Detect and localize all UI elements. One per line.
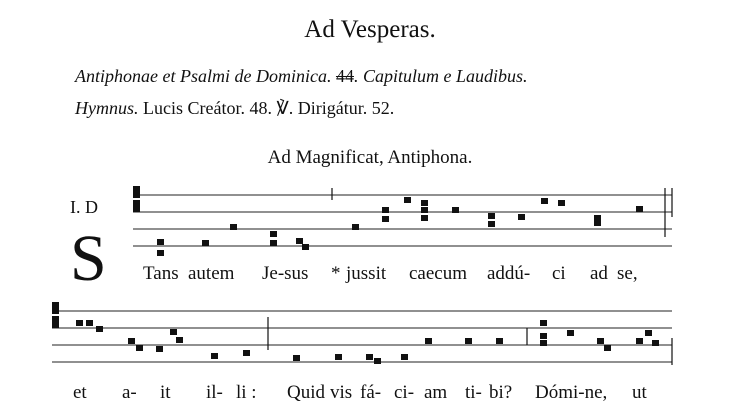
lyric-syllable: a- <box>122 382 137 403</box>
lyric-syllable: vis <box>330 382 353 403</box>
lyric-syllable: bi? <box>489 382 513 403</box>
lyric-syllable: il- <box>206 382 223 403</box>
lyric-syllable: caecum <box>409 263 468 284</box>
neumes-staff-2 <box>76 320 659 364</box>
lyric-syllable: et <box>73 382 87 403</box>
mode-label: I. D <box>70 197 98 217</box>
initial-letter: S <box>70 222 107 295</box>
lyric-syllable: Je-sus <box>262 263 309 284</box>
lyric-syllable: li : <box>236 382 257 403</box>
page-title: Ad Vesperas. <box>304 16 436 43</box>
lyric-syllable: fá- <box>360 382 382 403</box>
lyric-syllable: jussit <box>346 263 387 284</box>
rubric-antiphonae: Antiphonae et Psalmi de Dominica. <box>75 66 332 86</box>
lyric-syllable: ci <box>552 263 566 284</box>
lyric-syllable: am <box>424 382 448 403</box>
rubric-hymn-text: Lucis Creátor. 48. ℣. Dirigátur. 52. <box>138 98 395 118</box>
lyric-syllable: Quid <box>287 382 325 403</box>
rubric-struck-number: 44 <box>335 66 354 86</box>
do-clef-icon <box>133 186 140 212</box>
lyric-syllable: ci- <box>394 382 415 403</box>
lyric-syllable: Dómi-ne, <box>535 382 608 403</box>
rubric-hymnus: Hymnus. <box>75 98 139 118</box>
staff-2 <box>52 302 672 365</box>
lyric-syllable: addú- <box>487 263 531 284</box>
do-clef-icon <box>52 302 59 328</box>
lyric-syllable: ti- <box>465 382 482 403</box>
lyric-syllable: se, <box>617 263 638 284</box>
rubric-capitulum: . Capitulum e Laudibus. <box>353 66 528 86</box>
lyric-syllable: autem <box>188 263 235 284</box>
lyric-syllable: it <box>160 382 171 403</box>
lyric-syllable: ut <box>632 382 647 403</box>
antiphon-heading: Ad Magnificat, Antiphona. <box>267 147 473 168</box>
lyric-syllable: ad <box>590 263 608 284</box>
staff-1 <box>133 186 672 256</box>
neumes-staff-1 <box>157 197 643 256</box>
lyric-syllable: Tans <box>143 263 179 284</box>
lyric-asterisk: * <box>331 263 341 284</box>
